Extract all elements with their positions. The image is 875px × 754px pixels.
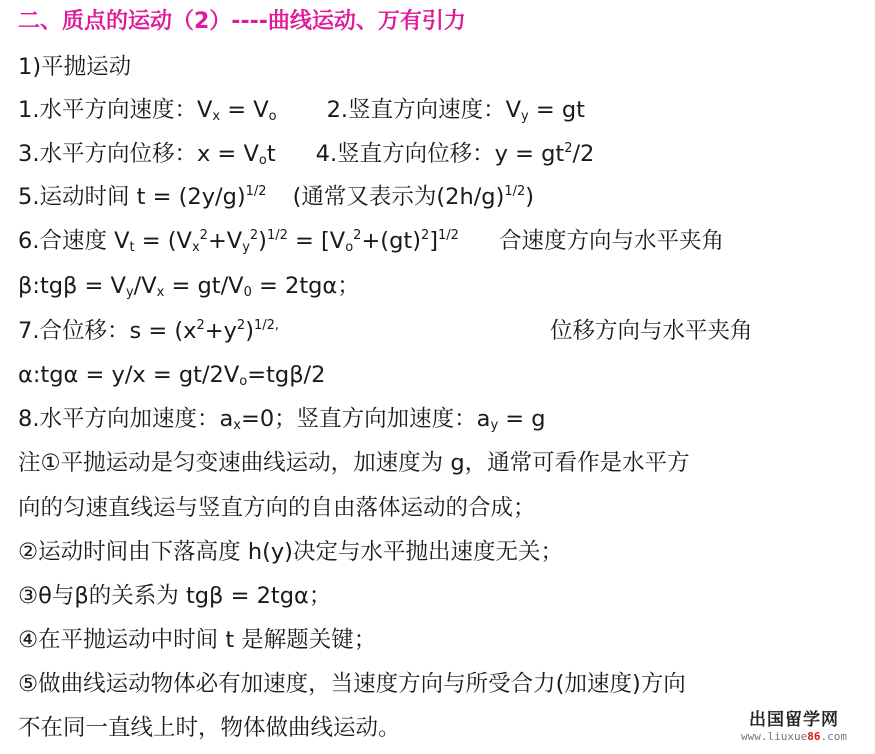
url-prefix: www.liuxue	[741, 730, 808, 743]
text: (通常又表示为(2h/g)	[292, 184, 505, 210]
text: = g	[498, 406, 546, 432]
superscript: 1/2	[266, 228, 288, 243]
text: = gt/V	[164, 273, 244, 299]
text: t	[266, 141, 276, 167]
subscript: y	[520, 109, 529, 124]
text: = gt	[528, 97, 585, 123]
text: 4.竖直方向位移：y = gt	[315, 141, 565, 167]
superscript: 2	[236, 318, 246, 333]
text: +(gt)	[361, 228, 421, 254]
note-5: ⑤做曲线运动物体必有加速度，当速度方向与所受合力(加速度)方向	[18, 671, 686, 697]
subscript: x	[191, 240, 200, 255]
text: =tgβ/2	[247, 362, 326, 388]
text: = [V	[287, 228, 346, 254]
site-watermark	[719, 710, 869, 750]
subscript: o	[345, 240, 354, 255]
text: = 2tgα；	[251, 273, 360, 299]
formula-line-8	[18, 397, 546, 441]
superscript: 2	[420, 228, 430, 243]
formula-line-4	[18, 219, 724, 263]
formula-line-1	[18, 88, 585, 132]
formula-line-7	[18, 353, 325, 397]
note-2: ②运动时间由下落高度 h(y)决定与水平抛出速度无关；	[18, 539, 563, 565]
text: /2	[572, 141, 595, 167]
subscript: t	[129, 240, 135, 255]
text: 2.竖直方向速度：V	[326, 97, 521, 123]
text: α:tgα = y/x = gt/2V	[18, 362, 240, 388]
text: 8.水平方向加速度：a	[18, 406, 234, 432]
text: =0；竖直方向加速度：a	[240, 406, 491, 432]
watermark-url	[719, 730, 869, 744]
text: = V	[220, 97, 269, 123]
superscript: 1/2	[438, 228, 459, 243]
subscript: x	[212, 109, 221, 124]
text: β:tgβ = V	[18, 273, 126, 299]
text: 5.运动时间 t = (2y/g)	[18, 184, 246, 210]
subscript: y	[490, 418, 499, 433]
text: +V	[207, 228, 243, 254]
text: ]	[429, 228, 439, 254]
superscript: 2	[564, 141, 573, 156]
url-accent: 86	[807, 730, 821, 743]
watermark-site-name: 出国留学网	[749, 710, 839, 730]
note-4: ④在平抛运动中时间 t 是解题关键；	[18, 627, 377, 653]
text: /V	[133, 273, 157, 299]
subscript: y	[242, 240, 250, 255]
superscript: 2	[353, 228, 362, 243]
note-1: 注①平抛运动是匀变速曲线运动，加速度为 g，通常可看作是水平方	[18, 450, 690, 476]
superscript: 2	[249, 228, 259, 243]
text: 1.水平方向速度：V	[18, 97, 213, 123]
superscript: 1/2,	[253, 318, 280, 333]
text: 7.合位移：s = (x	[18, 318, 197, 344]
note-5-continued: 不在同一直线上时，物体做曲线运动。	[18, 715, 401, 741]
superscript: 1/2	[504, 184, 526, 199]
note-3: ③θ与β的关系为 tgβ = 2tgα；	[18, 583, 332, 609]
text: 合速度方向与水平夹角	[498, 228, 724, 254]
formula-line-5	[18, 264, 360, 308]
superscript: 2	[199, 228, 208, 243]
formula-line-2	[18, 132, 594, 176]
text: 3.水平方向位移：x = V	[18, 141, 259, 167]
subscript: o	[239, 374, 248, 389]
subscript: x	[156, 285, 165, 300]
note-1-continued: 向的匀速直线运与竖直方向的自由落体运动的合成；	[18, 495, 536, 521]
section-title: 二、质点的运动（2）----曲线运动、万有引力	[18, 9, 466, 34]
formula-line-6-right: 位移方向与水平夹角	[550, 318, 753, 344]
text: )	[258, 228, 267, 254]
formula-line-6	[18, 309, 279, 353]
superscript: 1/2	[245, 184, 267, 199]
text: +y	[204, 318, 237, 344]
formula-line-3	[18, 175, 534, 219]
text: 6.合速度 V	[18, 228, 130, 254]
url-suffix: .com	[820, 730, 847, 743]
subscript: o	[258, 153, 267, 168]
text: )	[525, 184, 535, 210]
text: )	[245, 318, 254, 344]
subscript: o	[268, 109, 277, 124]
subscript: y	[125, 285, 134, 300]
text: = (V	[134, 228, 192, 254]
superscript: 2	[196, 318, 205, 333]
subsection-heading: 1)平抛运动	[18, 54, 132, 80]
subscript: 0	[243, 285, 252, 300]
subscript: x	[233, 418, 241, 433]
